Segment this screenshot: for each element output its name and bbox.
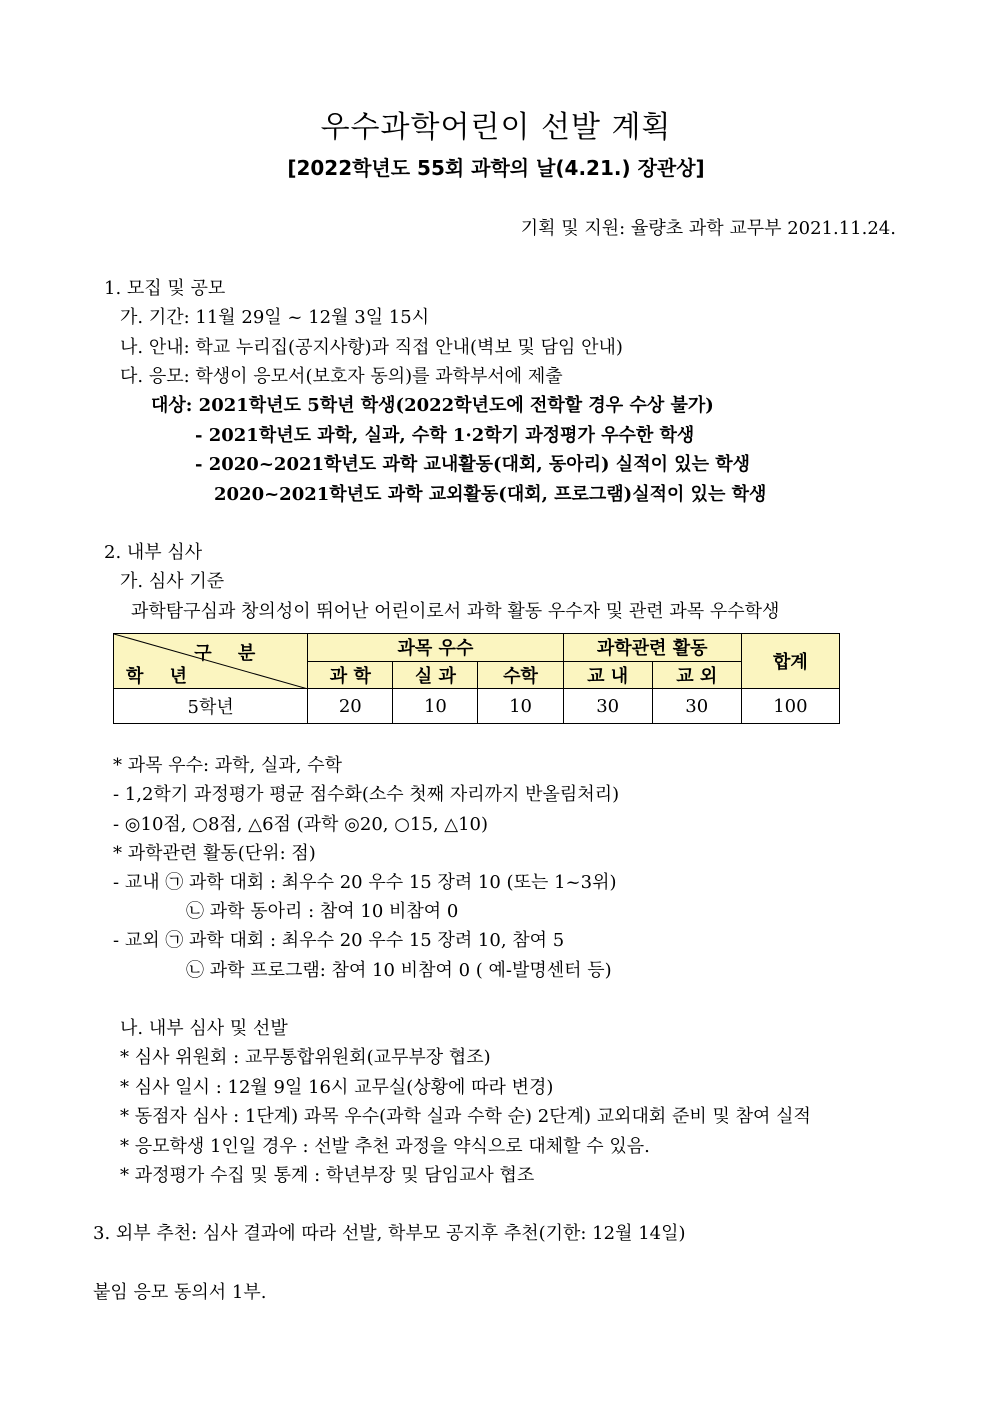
note-line: - 1,2학기 과정평가 평균 점수화(소수 첫째 자리까지 반올림처리) <box>113 784 620 805</box>
section2-heading: 2. 내부 심사 <box>104 542 203 563</box>
section1-heading: 1. 모집 및 공모 <box>104 278 226 299</box>
plan-meta: 기획 및 지원: 율량초 과학 교무부 2021.11.24. <box>520 218 896 239</box>
section2-selection-heading: 나. 내부 심사 및 선발 <box>120 1018 288 1039</box>
page-title: 우수과학어린이 선발 계획 <box>320 110 672 145</box>
note-line: - ◎10점, ○8점, △6점 (과학 ◎20, ○15, △10) <box>113 814 489 835</box>
table-corner-cell <box>114 634 308 689</box>
section3-external: 3. 외부 추천: 심사 결과에 따라 선발, 학부모 공지후 추천(기한: 12월 14일) <box>93 1223 686 1244</box>
section1-target: 대상: 2021학년도 5학년 학생(2022학년도에 전학할 경우 수상 불가) <box>151 395 714 416</box>
cell-math: 10 <box>478 689 563 724</box>
group-header-activities: 과학관련 활동 <box>563 634 741 662</box>
subheader-internal: 교 내 <box>563 661 652 689</box>
cell-external: 30 <box>652 689 741 724</box>
section2-criteria-desc: 과학탐구심과 창의성이 뛰어난 어린이로서 과학 활동 우수자 및 관련 과목 우수학생 <box>131 601 780 622</box>
cell-total: 100 <box>741 689 839 724</box>
section1-notice: 나. 안내: 학교 누리집(공지사항)과 직접 안내(벽보 및 담임 안내) <box>120 337 623 358</box>
note-line: ㉡ 과학 프로그램: 참여 10 비참여 0 ( 예-발명센터 등) <box>186 960 612 981</box>
note-line: * 과목 우수: 과학, 실과, 수학 <box>113 755 342 776</box>
subheader-science: 과 학 <box>308 661 393 689</box>
note-line: - 교내 ㉠ 과학 대회 : 최우수 20 우수 15 장려 10 (또는 1~3위) <box>113 872 617 893</box>
section1-target-item: - 2021학년도 과학, 실과, 수학 1·2학기 과정평가 우수한 학생 <box>195 425 695 446</box>
header-total: 합계 <box>741 634 839 689</box>
section1-target-item: - 2020~2021학년도 과학 교내활동(대회, 동아리) 실적이 있는 학생 <box>195 454 751 475</box>
section1-apply: 다. 응모: 학생이 응모서(보호자 동의)를 과학부서에 제출 <box>120 366 563 387</box>
selection-item: * 심사 일시 : 12월 9일 16시 교무실(상황에 따라 변경) <box>120 1077 554 1098</box>
note-line: ㉡ 과학 동아리 : 참여 10 비참여 0 <box>186 901 459 922</box>
cell-internal: 30 <box>563 689 652 724</box>
note-line: * 과학관련 활동(단위: 점) <box>113 843 316 864</box>
subheader-practical: 실 과 <box>393 661 478 689</box>
selection-item: * 동점자 심사 : 1단계) 과목 우수(과학 실과 수학 순) 2단계) 교외대회 준비 및 참여 실적 <box>120 1106 811 1127</box>
section1-target-item: 2020~2021학년도 과학 교외활동(대회, 프로그램)실적이 있는 학생 <box>214 484 767 505</box>
section1-period: 가. 기간: 11월 29일 ~ 12월 3일 15시 <box>120 307 430 328</box>
selection-item: * 심사 위원회 : 교무통합위원회(교무부장 협조) <box>120 1047 491 1068</box>
cell-practical: 10 <box>393 689 478 724</box>
row-label: 5학년 <box>114 689 308 724</box>
selection-item: * 응모학생 1인일 경우 : 선발 추천 과정을 약식으로 대체할 수 있음. <box>120 1136 650 1157</box>
page-subtitle: [2022학년도 55회 과학의 날(4.21.) 장관상] <box>287 156 705 180</box>
corner-top-label: 구 분 <box>194 643 266 664</box>
criteria-table <box>113 633 840 724</box>
section2-criteria-heading: 가. 심사 기준 <box>120 571 225 592</box>
subheader-external: 교 외 <box>652 661 741 689</box>
group-header-subjects: 과목 우수 <box>308 634 563 662</box>
subheader-math: 수학 <box>478 661 563 689</box>
note-line: - 교외 ㉠ 과학 대회 : 최우수 20 우수 15 장려 10, 참여 5 <box>113 930 565 951</box>
cell-science: 20 <box>308 689 393 724</box>
attachment-note: 붙임 응모 동의서 1부. <box>93 1282 267 1303</box>
corner-bottom-label: 학 년 <box>126 666 198 687</box>
selection-item: * 과정평가 수집 및 통계 : 학년부장 및 담임교사 협조 <box>120 1165 535 1186</box>
